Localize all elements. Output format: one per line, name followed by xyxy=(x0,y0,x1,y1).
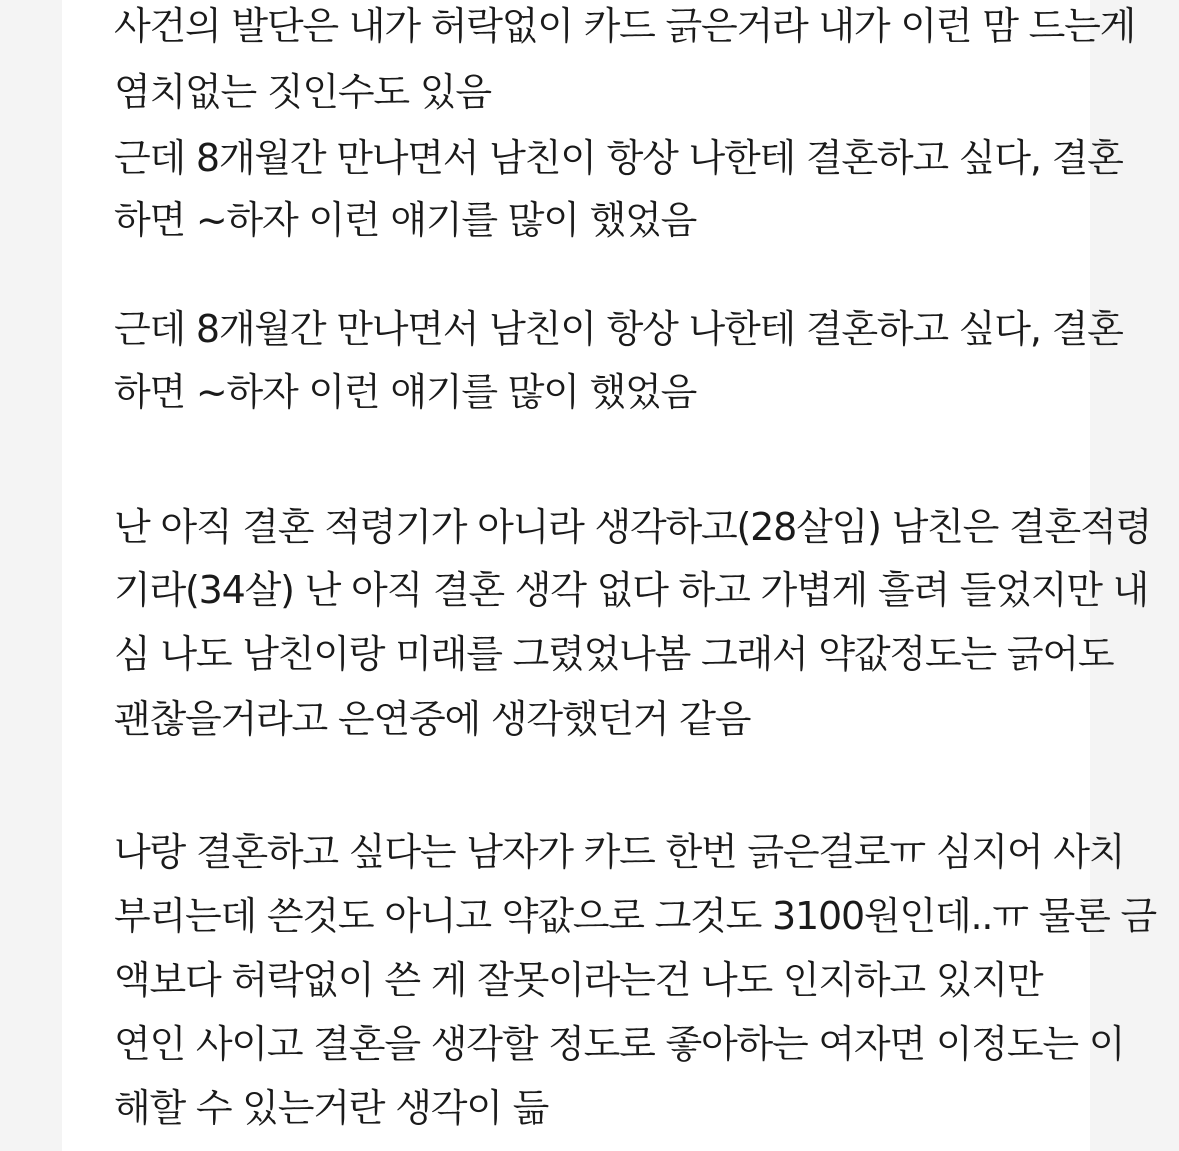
text-line: 기라(34살) 난 아직 결혼 생각 없다 하고 가볍게 흘려 들었지만 내 xyxy=(114,568,1149,612)
post-body xyxy=(62,0,1157,1151)
text-line: 근데 8개월간 만나면서 남친이 항상 나한테 결혼하고 싶다, 결혼 xyxy=(114,307,1123,351)
text-line: 부리는데 쓴것도 아니고 약값으로 그것도 3100원인데..ㅠ 물론 금 xyxy=(114,894,1157,938)
text-line: 하면 ~하자 이런 얘기를 많이 했었음 xyxy=(114,370,697,414)
text-line: 염치없는 짓인수도 있음 xyxy=(114,70,491,114)
text-line: 나랑 결혼하고 싶다는 남자가 카드 한번 긁은걸로ㅠ 심지어 사치 xyxy=(114,830,1125,874)
text-line: 근데 8개월간 만나면서 남친이 항상 나한테 결혼하고 싶다, 결혼 xyxy=(114,136,1123,180)
text-line: 사건의 발단은 내가 허락없이 카드 긁은거라 내가 이런 맘 드는게 xyxy=(114,4,1136,48)
text-line: 연인 사이고 결혼을 생각할 정도로 좋아하는 여자면 이정도는 이 xyxy=(114,1022,1125,1066)
text-line: 액보다 허락없이 쓴 게 잘못이라는건 나도 인지하고 있지만 xyxy=(114,958,1043,1002)
text-line: 괜찮을거라고 은연중에 생각했던거 같음 xyxy=(114,697,751,741)
text-line: 심 나도 남친이랑 미래를 그렸었나봄 그래서 약값정도는 긁어도 xyxy=(114,632,1114,676)
text-line: 해할 수 있는거란 생각이 듦 xyxy=(114,1086,549,1130)
text-line: 난 아직 결혼 적령기가 아니라 생각하고(28살임) 남친은 결혼적령 xyxy=(114,505,1152,549)
text-line: 하면 ~하자 이런 얘기를 많이 했었음 xyxy=(114,198,697,242)
